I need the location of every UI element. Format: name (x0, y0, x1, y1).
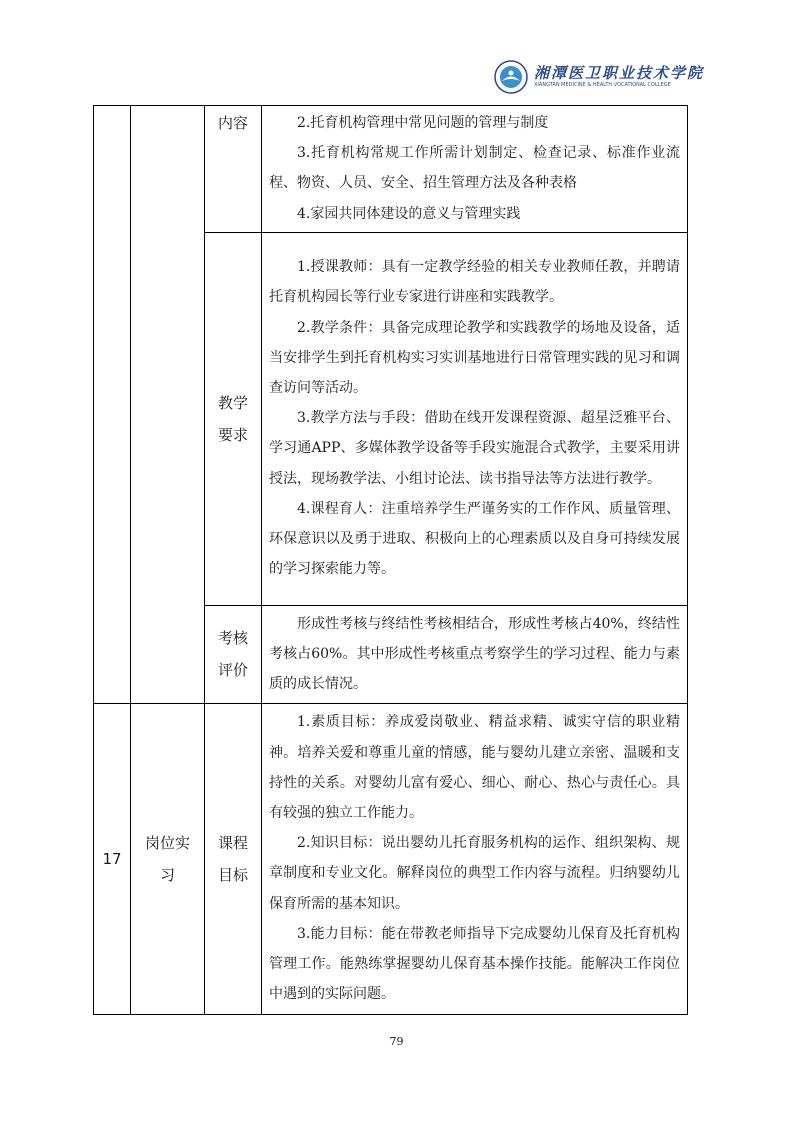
assessment-cell (262, 605, 688, 703)
college-logo-header (494, 60, 705, 96)
row-label-text: 教学要求 (217, 393, 248, 444)
content-paragraph: 1.授课教师：具有一定教学经验的相关专业教师任教，并聘请托育机构园长等行业专家进行讲座和实践教学。 (269, 259, 680, 306)
content-paragraph: 3.托育机构常规工作所需计划制定、检查记录、标准作业流程、物资、人员、安全、招生管理方法及各种表格 (269, 145, 680, 192)
course-name (131, 703, 205, 1014)
college-name-en: XIANGTAN MEDICINE & HEALTH VOCATIONAL COLLEGE (534, 82, 671, 88)
content-cell (262, 106, 688, 233)
teaching-requirements-cell (262, 232, 688, 605)
course-number-cell (94, 106, 131, 704)
college-name-cn: 湘潭医卫职业技术学院 (534, 64, 705, 82)
row-label-assessment (205, 605, 262, 703)
content-paragraph: 4.家园共同体建设的意义与管理实践 (297, 205, 521, 222)
row-label-course-objectives (205, 703, 262, 1014)
course-name-cell (131, 106, 205, 704)
content-paragraph: 3.教学方法与手段：借助在线开发课程资源、超星泛雅平台、学习通APP、多媒体教学设备等手段实施混合式教学，主要采用讲授法，现场教学法、小组讨论法、读书指导法等方法进行教学。 (269, 410, 680, 487)
college-seal-icon (494, 60, 528, 94)
table-row (94, 703, 688, 1014)
row-label-content: 内容 (205, 106, 262, 233)
course-name-text: 岗位实习 (144, 833, 190, 884)
course-number: 17 (94, 703, 131, 1014)
table-row (94, 106, 688, 233)
page-number: 79 (389, 1035, 404, 1048)
row-label-text: 课程目标 (217, 833, 248, 884)
content-paragraph: 2.托育机构管理中常见问题的管理与制度 (297, 115, 549, 131)
course-objectives-cell (262, 703, 688, 1014)
content-paragraph: 3.能力目标：能在带教老师指导下完成婴幼儿保育及托育机构管理工作。能熟练掌握婴幼儿保育基本操作技能。能解决工作岗位中遇到的实际问题。 (269, 925, 680, 1003)
content-paragraph: 4.课程育人：注重培养学生严谨务实的工作作风、质量管理、环保意识以及勇于进取、积极向上的心理素质以及自身可持续发展的学习探索能力等。 (269, 500, 680, 578)
content-paragraph: 形成性考核与终结性考核相结合，形成性考核占40%，终结性考核占60%。其中形成性考核重点考察学生的学习过程、能力与素质的成长情况。 (269, 615, 680, 692)
content-paragraph: 2.知识目标：说出婴幼儿托育服务机构的运作、组织架构、规章制度和专业文化。解释岗位的典型工作内容与流程。归纳婴幼儿保育所需的基本知识。 (269, 835, 680, 912)
row-label-text: 考核评价 (217, 629, 248, 680)
course-table (93, 105, 688, 1015)
row-label-teaching-requirements (205, 232, 262, 605)
content-paragraph: 1.素质目标：养成爱岗敬业、精益求精、诚实守信的职业精神。培养关爱和尊重儿童的情感，能与婴幼儿建立亲密、温暖和支持性的关系。对婴幼儿富有爱心、细心、耐心、热心与责任心。具有较强的独立工作能力。 (269, 714, 680, 821)
content-paragraph: 2.教学条件：具备完成理论教学和实践教学的场地及设备，适当安排学生到托育机构实习实训基地进行日常管理实践的见习和调查访问等活动。 (269, 319, 680, 396)
